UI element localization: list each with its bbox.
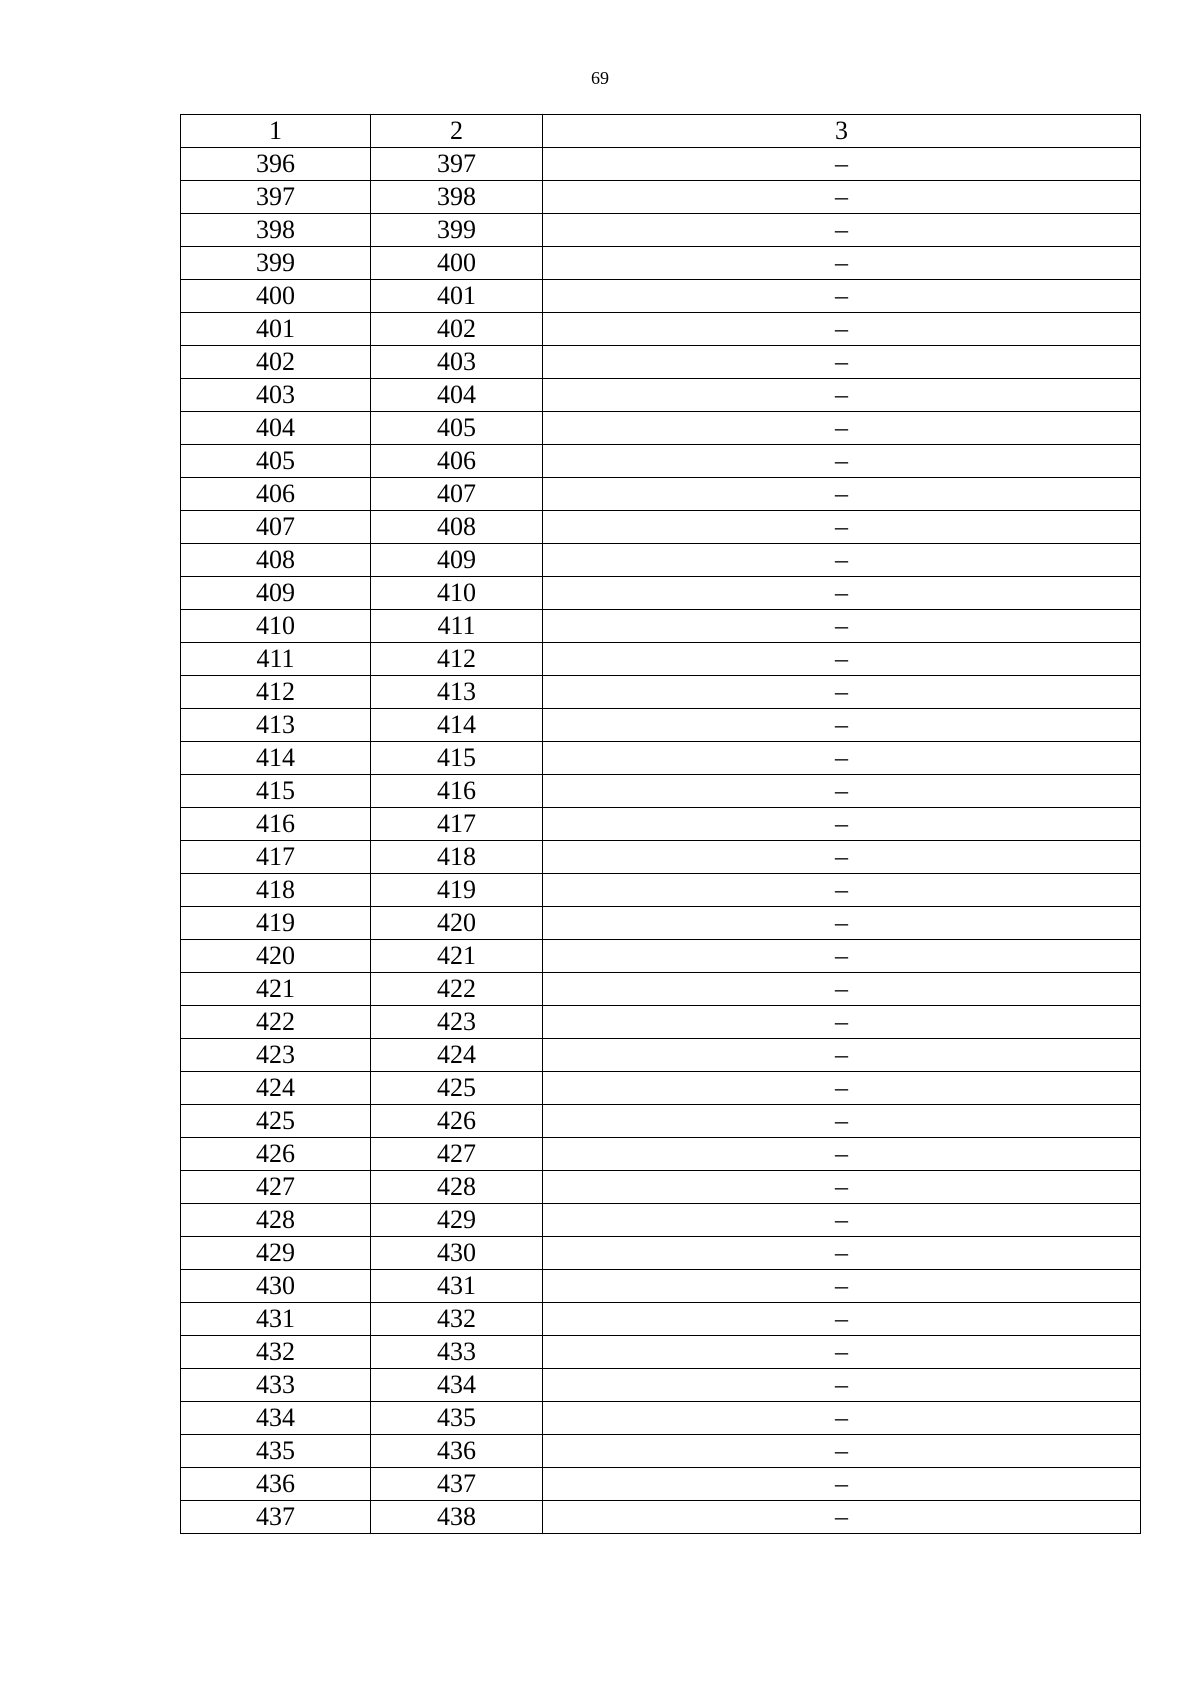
- table-cell-col3: –: [543, 1039, 1141, 1072]
- table-cell-col3: –: [543, 1006, 1141, 1039]
- table-cell-col2: 431: [371, 1270, 543, 1303]
- table-row: [181, 1402, 1141, 1435]
- table-cell-col3: –: [543, 709, 1141, 742]
- table-cell-col1: 426: [181, 1138, 371, 1171]
- table-cell-col1: 434: [181, 1402, 371, 1435]
- table-cell-col2: 435: [371, 1402, 543, 1435]
- table-cell-col1: 427: [181, 1171, 371, 1204]
- table-cell-col2: 432: [371, 1303, 543, 1336]
- table-cell-col1: 409: [181, 577, 371, 610]
- table-cell-col3: –: [543, 478, 1141, 511]
- table-row: [181, 544, 1141, 577]
- table-row: [181, 874, 1141, 907]
- table-body: [181, 148, 1141, 1534]
- table-cell-col3: –: [543, 775, 1141, 808]
- table-cell-col2: 437: [371, 1468, 543, 1501]
- table-cell-col1: 412: [181, 676, 371, 709]
- table-cell-col3: –: [543, 1468, 1141, 1501]
- table-cell-col1: 422: [181, 1006, 371, 1039]
- table-cell-col2: 425: [371, 1072, 543, 1105]
- table-cell-col3: –: [543, 841, 1141, 874]
- table-cell-col1: 397: [181, 181, 371, 214]
- table-cell-col2: 399: [371, 214, 543, 247]
- table-cell-col2: 410: [371, 577, 543, 610]
- table-cell-col3: –: [543, 1501, 1141, 1534]
- table-cell-col3: –: [543, 1204, 1141, 1237]
- table-row: [181, 907, 1141, 940]
- table-cell-col3: –: [543, 379, 1141, 412]
- table-cell-col1: 437: [181, 1501, 371, 1534]
- table-row: [181, 676, 1141, 709]
- data-table: [180, 114, 1141, 1534]
- table-cell-col3: –: [543, 610, 1141, 643]
- table-cell-col1: 418: [181, 874, 371, 907]
- table-cell-col1: 415: [181, 775, 371, 808]
- table-cell-col2: 405: [371, 412, 543, 445]
- table-cell-col2: 430: [371, 1237, 543, 1270]
- table-row: [181, 313, 1141, 346]
- table-row: [181, 1039, 1141, 1072]
- table-row: [181, 181, 1141, 214]
- table-cell-col3: –: [543, 940, 1141, 973]
- table-cell-col3: –: [543, 511, 1141, 544]
- table-cell-col2: 429: [371, 1204, 543, 1237]
- table-cell-col3: –: [543, 148, 1141, 181]
- table-cell-col1: 431: [181, 1303, 371, 1336]
- table-cell-col1: 413: [181, 709, 371, 742]
- table-cell-col2: 421: [371, 940, 543, 973]
- table-row: [181, 1336, 1141, 1369]
- table-cell-col1: 428: [181, 1204, 371, 1237]
- table-cell-col3: –: [543, 445, 1141, 478]
- table-cell-col1: 403: [181, 379, 371, 412]
- table-cell-col3: –: [543, 346, 1141, 379]
- table-row: [181, 1105, 1141, 1138]
- table-cell-col2: 407: [371, 478, 543, 511]
- table-cell-col1: 400: [181, 280, 371, 313]
- table-cell-col2: 427: [371, 1138, 543, 1171]
- table-cell-col2: 426: [371, 1105, 543, 1138]
- table-row: [181, 1237, 1141, 1270]
- table-cell-col3: –: [543, 412, 1141, 445]
- table-cell-col2: 403: [371, 346, 543, 379]
- page-number: 69: [591, 68, 609, 88]
- table-cell-col2: 400: [371, 247, 543, 280]
- table-row: [181, 1138, 1141, 1171]
- table-cell-col1: 436: [181, 1468, 371, 1501]
- table-row: [181, 412, 1141, 445]
- table-cell-col1: 432: [181, 1336, 371, 1369]
- table-row: [181, 709, 1141, 742]
- table-cell-col3: –: [543, 742, 1141, 775]
- table-cell-col1: 396: [181, 148, 371, 181]
- table-cell-col3: –: [543, 1138, 1141, 1171]
- table-cell-col1: 410: [181, 610, 371, 643]
- table-cell-col3: –: [543, 643, 1141, 676]
- table-cell-col3: –: [543, 181, 1141, 214]
- table-cell-col1: 435: [181, 1435, 371, 1468]
- table-row: [181, 940, 1141, 973]
- table-row: [181, 973, 1141, 1006]
- table-row: [181, 214, 1141, 247]
- table-cell-col1: 423: [181, 1039, 371, 1072]
- table-row: [181, 577, 1141, 610]
- table-cell-col1: 417: [181, 841, 371, 874]
- table-cell-col3: –: [543, 1435, 1141, 1468]
- table-cell-col2: 415: [371, 742, 543, 775]
- table-cell-col1: 402: [181, 346, 371, 379]
- table-cell-col3: –: [543, 676, 1141, 709]
- table-cell-col2: 417: [371, 808, 543, 841]
- table-cell-col3: –: [543, 1237, 1141, 1270]
- header-cell-2: 2: [371, 115, 543, 148]
- table-cell-col3: –: [543, 808, 1141, 841]
- table-cell-col2: 422: [371, 973, 543, 1006]
- table-cell-col2: 418: [371, 841, 543, 874]
- table-row: [181, 841, 1141, 874]
- table-row: [181, 1501, 1141, 1534]
- table-cell-col2: 416: [371, 775, 543, 808]
- table-cell-col1: 401: [181, 313, 371, 346]
- table-cell-col2: 424: [371, 1039, 543, 1072]
- table-cell-col2: 414: [371, 709, 543, 742]
- table-cell-col2: 397: [371, 148, 543, 181]
- table-row: [181, 511, 1141, 544]
- table-row: [181, 1369, 1141, 1402]
- table-row: [181, 1270, 1141, 1303]
- table-cell-col1: 425: [181, 1105, 371, 1138]
- table-row: [181, 1171, 1141, 1204]
- table-row: [181, 1204, 1141, 1237]
- table-cell-col2: 412: [371, 643, 543, 676]
- table-row: [181, 379, 1141, 412]
- table-cell-col3: –: [543, 1171, 1141, 1204]
- table-row: [181, 478, 1141, 511]
- table-row: [181, 1468, 1141, 1501]
- table-cell-col3: –: [543, 313, 1141, 346]
- table-cell-col1: 424: [181, 1072, 371, 1105]
- table-cell-col2: 419: [371, 874, 543, 907]
- table-cell-col2: 402: [371, 313, 543, 346]
- table-cell-col1: 398: [181, 214, 371, 247]
- table-row: [181, 148, 1141, 181]
- table-row: [181, 643, 1141, 676]
- table-cell-col2: 398: [371, 181, 543, 214]
- table-cell-col3: –: [543, 1072, 1141, 1105]
- table-row: [181, 346, 1141, 379]
- table-cell-col3: –: [543, 1369, 1141, 1402]
- table-row: [181, 1072, 1141, 1105]
- table-row: [181, 1006, 1141, 1039]
- table-cell-col1: 406: [181, 478, 371, 511]
- table-cell-col1: 430: [181, 1270, 371, 1303]
- table-header: [181, 115, 1141, 148]
- table-cell-col3: –: [543, 544, 1141, 577]
- table-cell-col2: 411: [371, 610, 543, 643]
- table-cell-col3: –: [543, 214, 1141, 247]
- header-cell-1: 1: [181, 115, 371, 148]
- table-cell-col1: 421: [181, 973, 371, 1006]
- table-cell-col1: 419: [181, 907, 371, 940]
- table-cell-col1: 407: [181, 511, 371, 544]
- table-cell-col3: –: [543, 280, 1141, 313]
- table-cell-col2: 420: [371, 907, 543, 940]
- table-cell-col2: 406: [371, 445, 543, 478]
- table-cell-col1: 411: [181, 643, 371, 676]
- table-cell-col2: 438: [371, 1501, 543, 1534]
- table-cell-col3: –: [543, 247, 1141, 280]
- table-cell-col2: 408: [371, 511, 543, 544]
- table-row: [181, 808, 1141, 841]
- table-cell-col3: –: [543, 1270, 1141, 1303]
- table-cell-col2: 409: [371, 544, 543, 577]
- table-cell-col3: –: [543, 973, 1141, 1006]
- table-row: [181, 445, 1141, 478]
- table-cell-col3: –: [543, 577, 1141, 610]
- table-cell-col3: –: [543, 1336, 1141, 1369]
- table-row: [181, 775, 1141, 808]
- table-row: [181, 1303, 1141, 1336]
- table-cell-col3: –: [543, 1105, 1141, 1138]
- table-cell-col1: 433: [181, 1369, 371, 1402]
- table-cell-col1: 405: [181, 445, 371, 478]
- table-row: [181, 1435, 1141, 1468]
- table-row: [181, 742, 1141, 775]
- table-cell-col2: 434: [371, 1369, 543, 1402]
- table-cell-col3: –: [543, 1303, 1141, 1336]
- header-cell-3: 3: [543, 115, 1141, 148]
- table-cell-col1: 416: [181, 808, 371, 841]
- table-row: [181, 280, 1141, 313]
- table-cell-col2: 428: [371, 1171, 543, 1204]
- table-cell-col3: –: [543, 874, 1141, 907]
- header-row: [181, 115, 1141, 148]
- table-row: [181, 247, 1141, 280]
- table-cell-col2: 401: [371, 280, 543, 313]
- table-cell-col3: –: [543, 907, 1141, 940]
- table-cell-col1: 414: [181, 742, 371, 775]
- table-cell-col1: 408: [181, 544, 371, 577]
- table-cell-col2: 404: [371, 379, 543, 412]
- table-cell-col2: 436: [371, 1435, 543, 1468]
- table-cell-col2: 423: [371, 1006, 543, 1039]
- table-cell-col1: 420: [181, 940, 371, 973]
- table-cell-col1: 404: [181, 412, 371, 445]
- table-cell-col1: 399: [181, 247, 371, 280]
- table-cell-col2: 433: [371, 1336, 543, 1369]
- table-cell-col3: –: [543, 1402, 1141, 1435]
- table-row: [181, 610, 1141, 643]
- table-cell-col2: 413: [371, 676, 543, 709]
- table-cell-col1: 429: [181, 1237, 371, 1270]
